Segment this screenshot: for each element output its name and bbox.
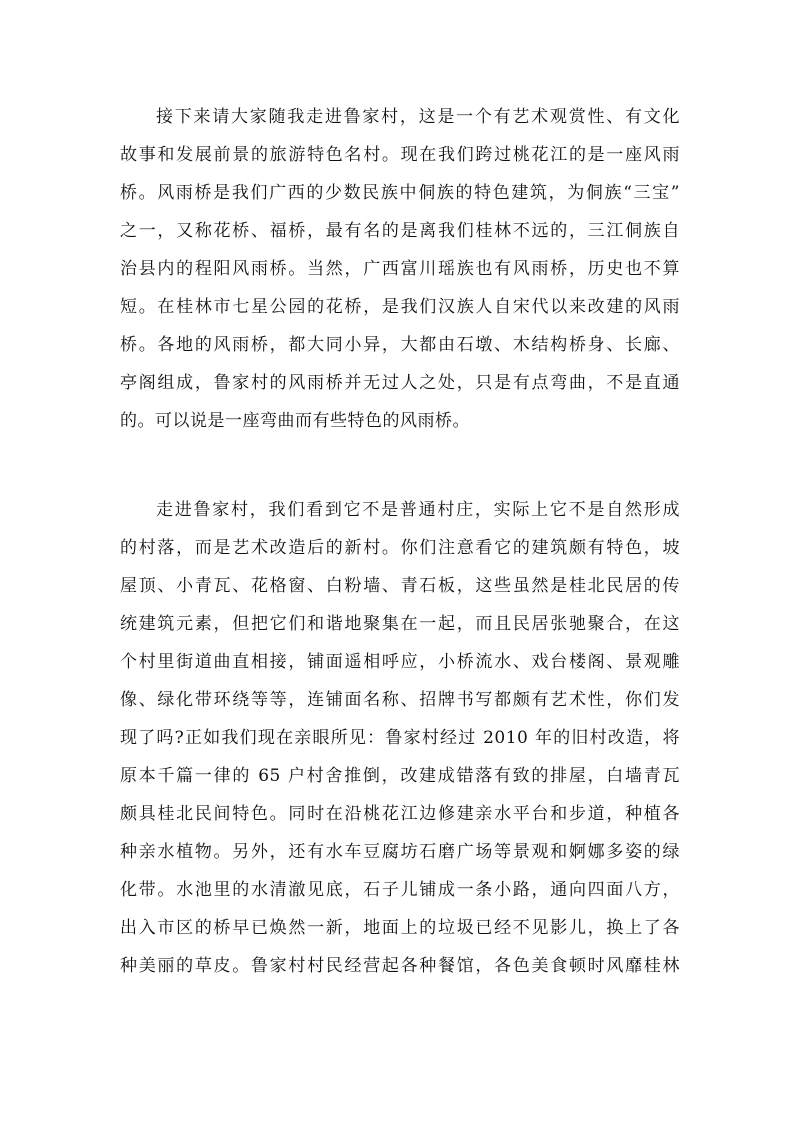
- text-line: 走进鲁家村，我们看到它不是普通村庄，实际上它不是自然形成: [156, 500, 680, 520]
- text-line: 现了吗?正如我们现在亲眼所见：鲁家村经过 2010 年的旧村改造，将: [120, 728, 680, 748]
- text-line: 像、绿化带环绕等等，连铺面名称、招牌书写都颇有艺术性，你们发: [120, 690, 680, 710]
- text-line: 个村里街道曲直相接，铺面遥相呼应，小桥流水、戏台楼阁、景观雕: [120, 652, 680, 672]
- text-line: 亭阁组成，鲁家村的风雨桥并无过人之处，只是有点弯曲，不是直通: [120, 373, 680, 393]
- text-line: 原本千篇一律的 65 户村舍推倒，改建成错落有致的排屋，白墙青瓦: [120, 766, 680, 786]
- text-line: 颇具桂北民间特色。同时在沿桃花江边修建亲水平台和步道，种植各: [120, 804, 680, 824]
- text-line: 桥。风雨桥是我们广西的少数民族中侗族的特色建筑，为侗族“三宝”: [120, 183, 680, 203]
- text-line: 出入市区的桥早已焕然一新，地面上的垃圾已经不见影儿，换上了各: [120, 918, 680, 938]
- paragraph-fengyu-bridge: [120, 98, 680, 440]
- text-line: 屋顶、小青瓦、花格窗、白粉墙、青石板，这些虽然是桂北民居的传: [120, 576, 680, 596]
- text-line: 化带。水池里的水清澈见底，石子儿铺成一条小路，通向四面八方，: [120, 880, 680, 900]
- text-line: 种美丽的草皮。鲁家村村民经营起各种餐馆，各色美食顿时风靡桂林: [120, 956, 680, 976]
- text-line: 治县内的程阳风雨桥。当然，广西富川瑶族也有风雨桥，历史也不算: [120, 259, 680, 279]
- text-line: 桥。各地的风雨桥，都大同小异，大都由石墩、木结构桥身、长廊、: [120, 335, 680, 355]
- text-line: 接下来请大家随我走进鲁家村，这是一个有艺术观赏性、有文化: [156, 107, 680, 127]
- text-line: 故事和发展前景的旅游特色名村。现在我们跨过桃花江的是一座风雨: [120, 145, 680, 165]
- text-line: 之一，又称花桥、福桥，最有名的是离我们桂林不远的，三江侗族自: [120, 221, 680, 241]
- text-line: 种亲水植物。另外，还有水车豆腐坊石磨广场等景观和婀娜多姿的绿: [120, 842, 680, 862]
- text-line: 短。在桂林市七星公园的花桥，是我们汉族人自宋代以来改建的风雨: [120, 297, 680, 317]
- text-line: 统建筑元素，但把它们和谐地聚集在一起，而且民居张驰聚合，在这: [120, 614, 680, 634]
- text-line: 的。可以说是一座弯曲而有些特色的风雨桥。: [120, 411, 470, 431]
- text-line: 的村落，而是艺术改造后的新村。你们注意看它的建筑颇有特色，坡: [120, 538, 680, 558]
- paragraph-lujia-village: [120, 491, 680, 985]
